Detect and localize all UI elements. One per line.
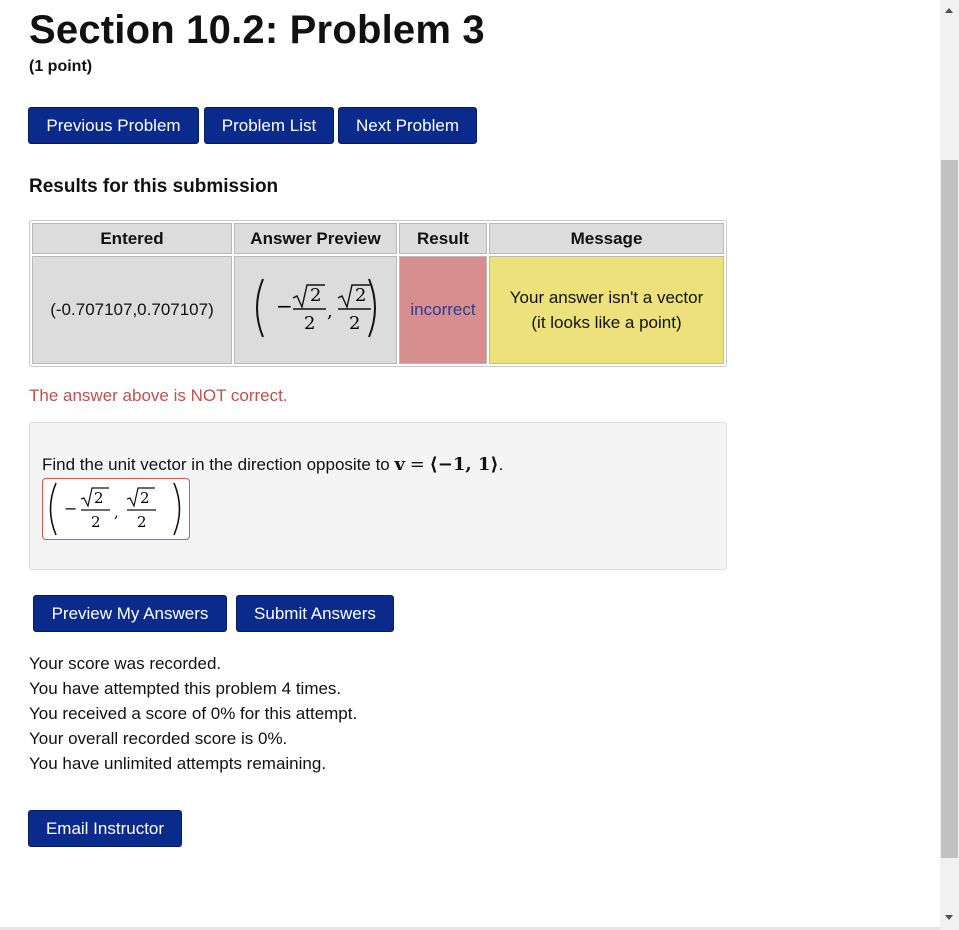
message-line-1: Your answer isn't a vector	[509, 288, 704, 307]
scroll-down-arrow-icon[interactable]	[945, 915, 953, 920]
answer-denominator-2: 2	[137, 513, 147, 531]
answer-comma: ,	[114, 503, 119, 521]
submit-answers-button[interactable]: Submit Answers	[236, 595, 394, 632]
result-cell: incorrect	[399, 256, 487, 364]
column-header-message: Message	[489, 223, 724, 254]
column-header-answer-preview: Answer Preview	[234, 223, 397, 254]
score-line: Your score was recorded.	[29, 654, 222, 673]
equals-sign: =	[409, 454, 425, 475]
preview-denominator-1: 2	[303, 312, 315, 334]
email-instructor-button[interactable]: Email Instructor	[28, 810, 182, 847]
preview-radicand-1: 2	[309, 284, 321, 306]
column-header-entered: Entered	[32, 223, 232, 254]
answer-radicand-2: 2	[140, 489, 150, 507]
answer-radicand-1: 2	[94, 489, 104, 507]
answer-input[interactable]	[42, 478, 190, 540]
previous-problem-button[interactable]: Previous Problem	[28, 107, 199, 144]
answer-preview-math	[251, 273, 381, 343]
column-header-result: Result	[399, 223, 487, 254]
next-problem-button[interactable]: Next Problem	[338, 107, 477, 144]
score-line: You have attempted this problem 4 times.	[29, 679, 342, 698]
table-row	[32, 256, 724, 364]
preview-radicand-2: 2	[354, 284, 366, 306]
points-label: (1 point)	[29, 58, 93, 75]
vertical-scrollbar[interactable]	[940, 0, 959, 930]
answer-input-math	[43, 479, 189, 539]
preview-denominator-2: 2	[348, 312, 360, 334]
vector-value: ⟨−1, 1⟩	[429, 454, 499, 475]
problem-list-button[interactable]: Problem List	[204, 107, 334, 144]
entered-answer-cell: (-0.707107,0.707107)	[32, 256, 232, 364]
problem-body	[29, 422, 727, 570]
preview-minus: −	[275, 293, 293, 318]
score-line: You received a score of 0% for this attempt.	[29, 704, 358, 723]
scrollbar-thumb[interactable]	[941, 160, 958, 858]
score-line: Your overall recorded score is 0%.	[29, 729, 288, 748]
problem-statement	[42, 454, 503, 475]
preview-answers-button[interactable]: Preview My Answers	[33, 595, 227, 632]
answer-status-message: The answer above is NOT correct.	[29, 386, 288, 405]
answer-minus: −	[64, 499, 78, 518]
message-cell	[489, 256, 724, 364]
page-title: Section 10.2: Problem 3	[29, 8, 485, 52]
score-summary	[29, 651, 357, 776]
score-line: You have unlimited attempts remaining.	[29, 754, 327, 773]
message-line-2: (it looks like a point)	[531, 313, 682, 332]
preview-comma: ,	[326, 300, 333, 322]
answer-denominator-1: 2	[91, 513, 101, 531]
vector-v: v	[394, 454, 405, 475]
answer-preview-cell	[234, 256, 397, 364]
results-header-row	[32, 223, 724, 254]
results-heading: Results for this submission	[29, 176, 279, 197]
problem-text: Find the unit vector in the direction opposite to	[42, 455, 390, 474]
problem-period: .	[498, 455, 504, 474]
scroll-up-arrow-icon[interactable]	[945, 8, 953, 13]
results-table	[29, 220, 727, 367]
